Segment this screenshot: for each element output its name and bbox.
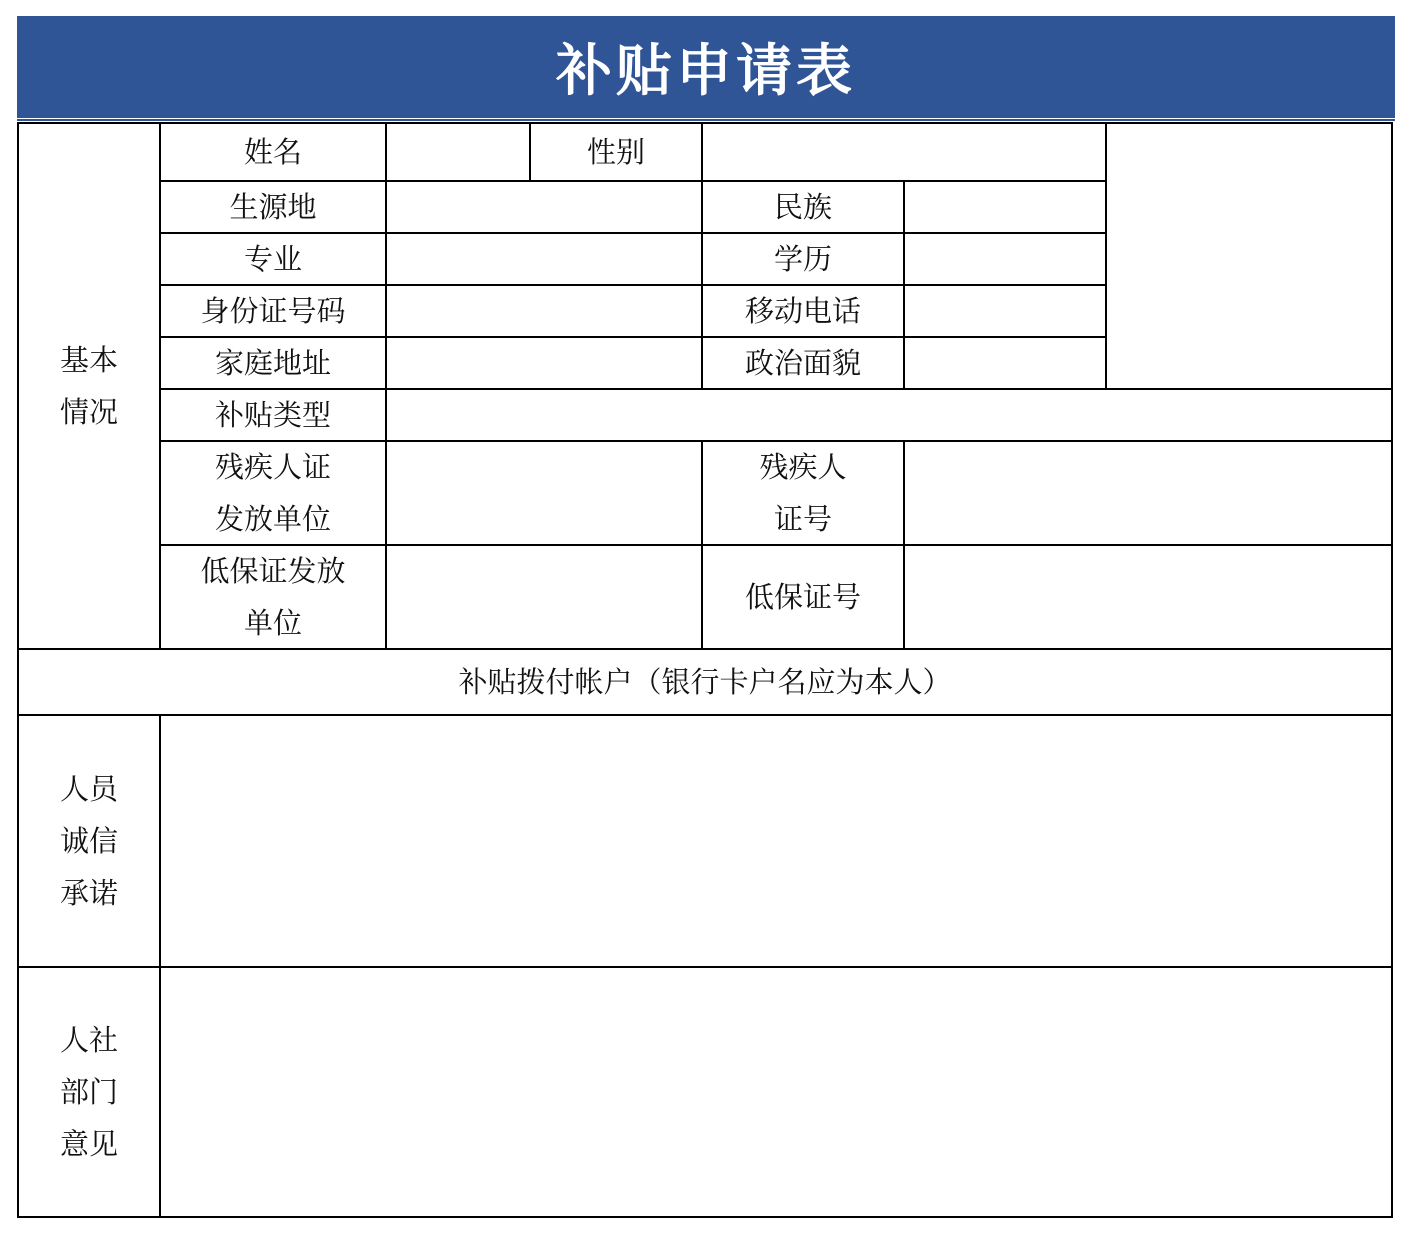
label-ethnicity: 民族 (773, 190, 832, 224)
label-address: 家庭地址 (214, 346, 331, 380)
title-divider (17, 119, 1395, 121)
label-name: 姓名 (243, 135, 302, 169)
name-field[interactable] (387, 124, 529, 180)
label-id-number: 身份证号码 (200, 294, 346, 328)
section-integrity-label (19, 716, 159, 966)
label-line: 残疾人证 (214, 450, 331, 484)
label-line: 发放单位 (214, 502, 331, 536)
label-lowincome-issuer (161, 546, 385, 648)
label-line: 人员 (59, 772, 118, 806)
form-title-bar (17, 16, 1395, 118)
label-disability-number (703, 442, 903, 544)
label-major: 专业 (243, 242, 302, 276)
lowincome-issuer-field[interactable] (387, 546, 701, 648)
section-label-line: 基本 (59, 343, 118, 377)
account-row-label: 补贴拨付帐户（银行卡户名应为本人） (458, 665, 952, 699)
subsidy-type-field[interactable] (387, 390, 1391, 440)
label-line: 残疾人 (759, 450, 847, 484)
origin-field[interactable] (387, 182, 701, 232)
label-disability-issuer (161, 442, 385, 544)
political-status-field[interactable] (905, 338, 1105, 388)
section-basic-info-label (19, 124, 159, 648)
hr-opinion-field[interactable] (161, 968, 1391, 1216)
disability-number-field[interactable] (905, 442, 1391, 544)
section-hr-opinion-label (19, 968, 159, 1216)
label-mobile: 移动电话 (744, 294, 861, 328)
label-line: 人社 (59, 1023, 118, 1057)
label-education: 学历 (773, 242, 832, 276)
disability-issuer-field[interactable] (387, 442, 701, 544)
label-line: 单位 (243, 606, 302, 640)
label-subsidy-type: 补贴类型 (214, 398, 331, 432)
section-label-line: 情况 (59, 395, 118, 429)
form-title: 补贴申请表 (556, 39, 856, 104)
label-line: 承诺 (59, 876, 118, 910)
label-political-status: 政治面貌 (744, 346, 861, 380)
photo-box[interactable] (1107, 124, 1391, 388)
label-lowincome-number: 低保证号 (744, 580, 861, 614)
label-line: 部门 (59, 1075, 118, 1109)
integrity-commitment-field[interactable] (161, 716, 1391, 966)
mobile-field[interactable] (905, 286, 1105, 336)
education-field[interactable] (905, 234, 1105, 284)
label-gender: 性别 (586, 135, 645, 169)
address-field[interactable] (387, 338, 701, 388)
label-line: 诚信 (59, 824, 118, 858)
label-line: 证号 (773, 502, 832, 536)
label-line: 低保证发放 (200, 554, 346, 588)
lowincome-number-field[interactable] (905, 546, 1391, 648)
label-line: 意见 (59, 1127, 118, 1161)
major-field[interactable] (387, 234, 701, 284)
gender-field[interactable] (703, 124, 1105, 180)
id-number-field[interactable] (387, 286, 701, 336)
ethnicity-field[interactable] (905, 182, 1105, 232)
label-origin: 生源地 (229, 190, 317, 224)
